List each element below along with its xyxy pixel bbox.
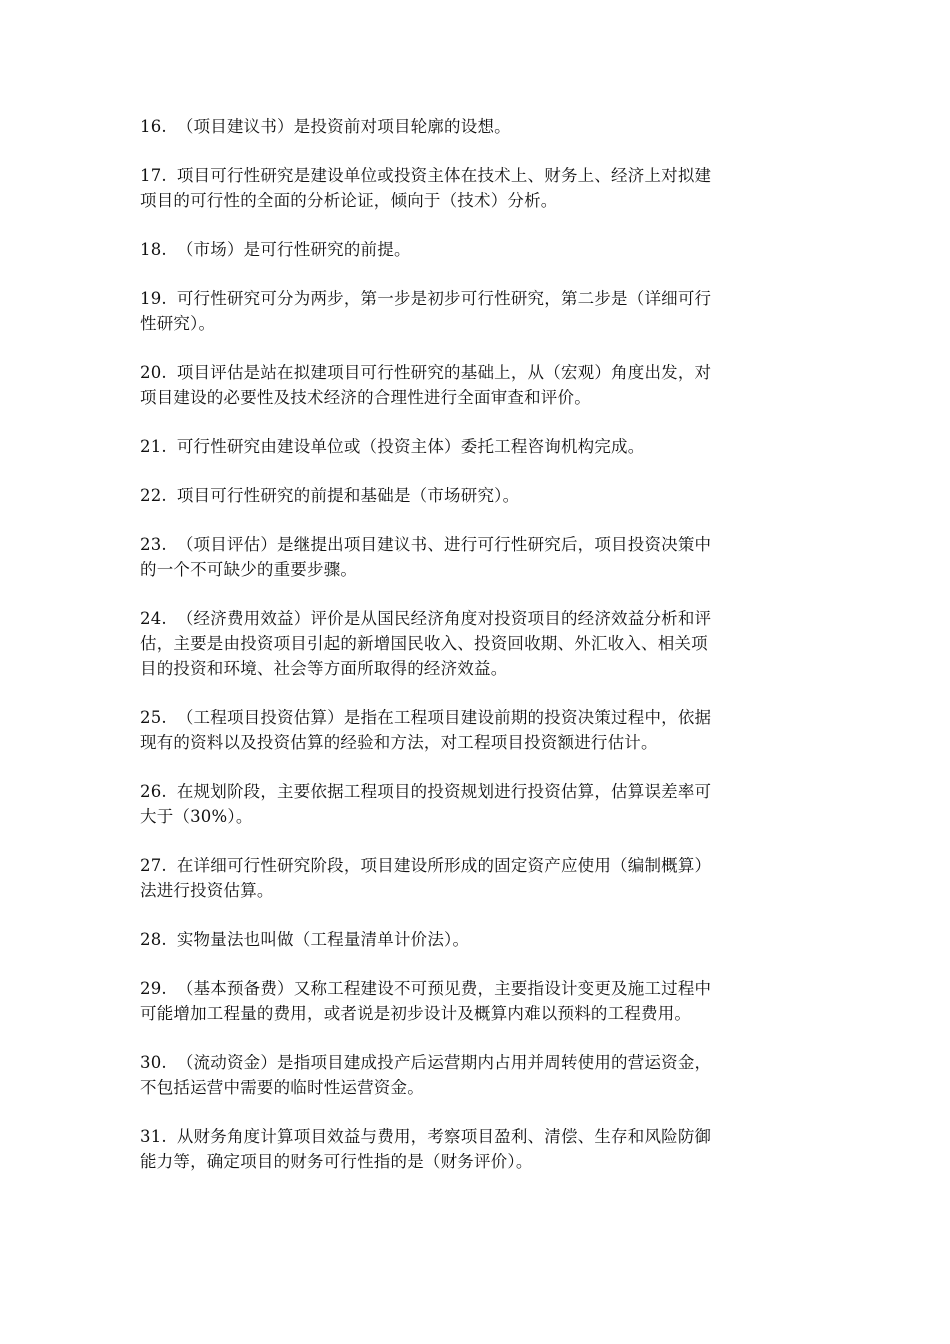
item-number: 20. xyxy=(140,363,167,382)
item-text: （项目建议书）是投资前对项目轮廓的设想。 xyxy=(176,117,511,136)
item-number: 23. xyxy=(140,535,167,554)
list-item xyxy=(140,779,800,829)
item-line xyxy=(140,927,800,952)
list-item xyxy=(140,360,800,410)
item-text: 可行性研究可分为两步，第一步是初步可行性研究，第二步是（详细可行 xyxy=(176,289,712,308)
item-line: 目的投资和环境、社会等方面所取得的经济效益。 xyxy=(140,659,508,678)
item-number: 27. xyxy=(140,856,167,875)
list-item xyxy=(140,976,800,1026)
item-line xyxy=(140,1050,800,1075)
item-line: 能力等，确定项目的财务可行性指的是（财务评价）。 xyxy=(140,1152,533,1171)
list-item xyxy=(140,286,800,336)
item-text: （项目评估）是继提出项目建议书、进行可行性研究后，项目投资决策中 xyxy=(176,535,712,554)
item-number: 25. xyxy=(140,708,167,727)
item-number: 30. xyxy=(140,1053,167,1072)
list-item xyxy=(140,532,800,582)
item-number: 24. xyxy=(140,609,167,628)
item-number: 18. xyxy=(140,240,167,259)
item-line xyxy=(140,853,800,878)
list-item xyxy=(140,163,800,213)
item-line: 性研究）。 xyxy=(140,314,216,333)
item-line xyxy=(140,1124,800,1149)
item-text: 可行性研究由建设单位或（投资主体）委托工程咨询机构完成。 xyxy=(176,437,645,456)
item-line: 项目的可行性的全面的分析论证，倾向于（技术）分析。 xyxy=(140,191,558,210)
item-line xyxy=(140,163,800,188)
item-text: （工程项目投资估算）是指在工程项目建设前期的投资决策过程中，依据 xyxy=(176,708,712,727)
item-number: 19. xyxy=(140,289,167,308)
item-text: 项目可行性研究的前提和基础是（市场研究）。 xyxy=(176,486,520,505)
question-list xyxy=(140,114,800,1198)
item-line: 法进行投资估算。 xyxy=(140,881,274,900)
item-text: 在详细可行性研究阶段，项目建设所形成的固定资产应使用（编制概算） xyxy=(176,856,712,875)
list-item xyxy=(140,1124,800,1174)
item-text: （基本预备费）又称工程建设不可预见费，主要指设计变更及施工过程中 xyxy=(176,979,712,998)
list-item xyxy=(140,705,800,755)
item-number: 22. xyxy=(140,486,167,505)
item-line xyxy=(140,434,800,459)
item-line: 可能增加工程量的费用，或者说是初步设计及概算内难以预料的工程费用。 xyxy=(140,1004,692,1023)
item-number: 29. xyxy=(140,979,167,998)
item-text: 从财务角度计算项目效益与费用，考察项目盈利、清偿、生存和风险防御 xyxy=(176,1127,712,1146)
item-line: 项目建设的必要性及技术经济的合理性进行全面审查和评价。 xyxy=(140,388,591,407)
item-line: 估，主要是由投资项目引起的新增国民收入、投资回收期、外汇收入、相关项 xyxy=(140,634,708,653)
item-line xyxy=(140,779,800,804)
item-line xyxy=(140,237,800,262)
item-line: 现有的资料以及投资估算的经验和方法，对工程项目投资额进行估计。 xyxy=(140,733,658,752)
list-item xyxy=(140,434,800,459)
item-number: 17. xyxy=(140,166,167,185)
item-number: 21. xyxy=(140,437,167,456)
list-item xyxy=(140,853,800,903)
item-number: 31. xyxy=(140,1127,167,1146)
item-line xyxy=(140,705,800,730)
item-line xyxy=(140,483,800,508)
item-line: 大于（30%）。 xyxy=(140,807,253,826)
item-line xyxy=(140,114,800,139)
item-line xyxy=(140,532,800,557)
item-line: 的一个不可缺少的重要步骤。 xyxy=(140,560,358,579)
item-text: 项目评估是站在拟建项目可行性研究的基础上，从（宏观）角度出发，对 xyxy=(176,363,712,382)
item-line: 不包括运营中需要的临时性运营资金。 xyxy=(140,1078,424,1097)
item-number: 28. xyxy=(140,930,167,949)
item-number: 16. xyxy=(140,117,167,136)
list-item xyxy=(140,927,800,952)
list-item xyxy=(140,483,800,508)
list-item xyxy=(140,114,800,139)
list-item xyxy=(140,1050,800,1100)
list-item xyxy=(140,606,800,681)
item-line xyxy=(140,606,800,631)
item-text: 在规划阶段，主要依据工程项目的投资规划进行投资估算，估算误差率可 xyxy=(176,782,712,801)
item-line xyxy=(140,286,800,311)
item-text: （经济费用效益）评价是从国民经济角度对投资项目的经济效益分析和评 xyxy=(176,609,712,628)
item-text: 实物量法也叫做（工程量清单计价法）。 xyxy=(176,930,470,949)
item-number: 26. xyxy=(140,782,167,801)
item-line xyxy=(140,360,800,385)
item-text: （流动资金）是指项目建成投产后运营期内占用并周转使用的营运资金， xyxy=(176,1053,712,1072)
item-line xyxy=(140,976,800,1001)
item-text: 项目可行性研究是建设单位或投资主体在技术上、财务上、经济上对拟建 xyxy=(176,166,712,185)
list-item xyxy=(140,237,800,262)
item-text: （市场）是可行性研究的前提。 xyxy=(176,240,411,259)
